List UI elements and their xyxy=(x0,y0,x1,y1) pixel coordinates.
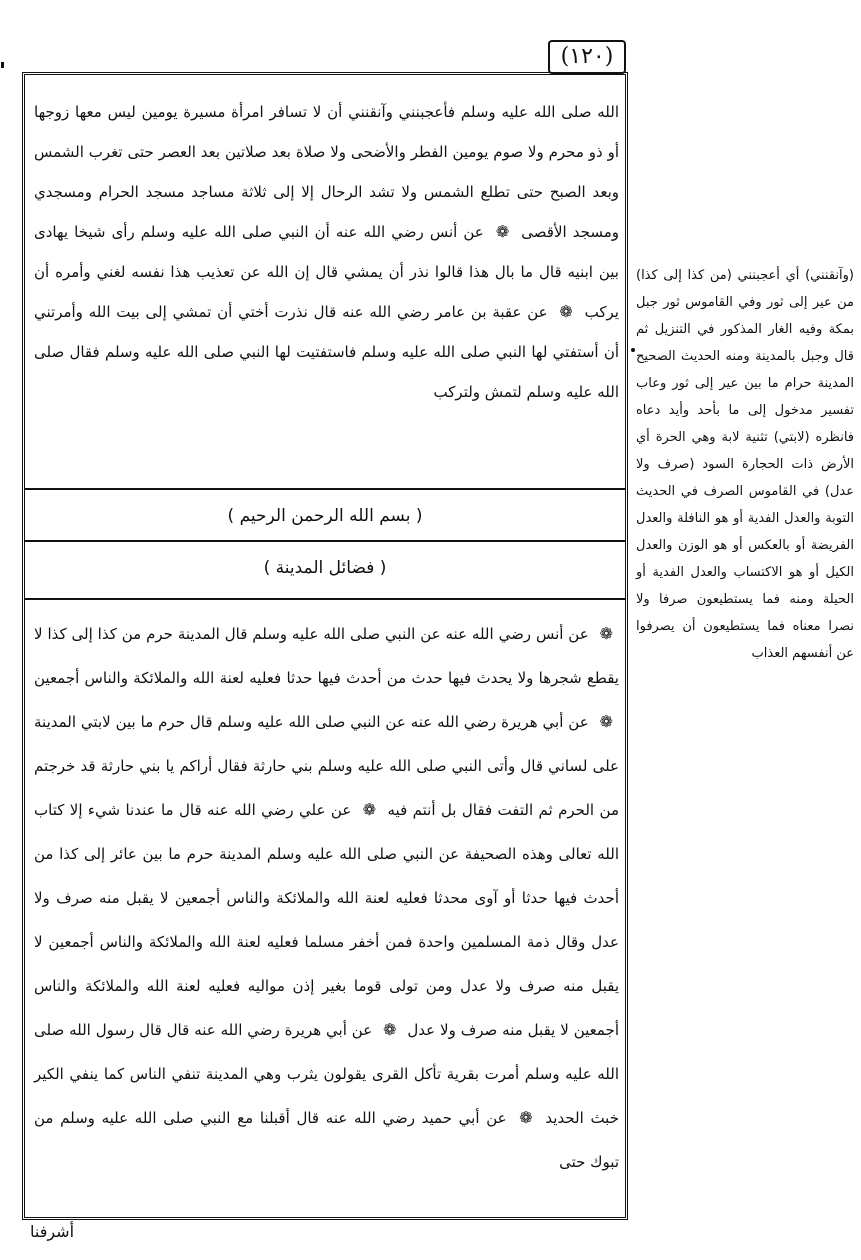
page-number: (١٢٠) xyxy=(548,40,626,74)
basmala-text: ( بسم الله الرحمن الرحيم ) xyxy=(227,506,423,526)
hadith-text: عن عقبة بن عامر رضي الله عنه قال نذرت أختي أن تمشي إلى بيت الله وأمرتني أن أستفتي لها النبي صلى الله عليه وسلم فاستفتيت لها النبي صلى الله عليه وسلم فقال صلى الله عليه وسلم لتمش ولتركب xyxy=(34,303,619,401)
chapter-title: ( فضائل المدينة ) xyxy=(263,558,387,578)
hadith-paragraph xyxy=(34,612,619,1184)
margin-commentary: (وآنقنني) أي أعجبنني (من كذا إلى كذا) من عير إلى ثور وفي القاموس ثور جبل بمكة وفيه الغار المذكور في التنزيل ثم قال وجبل بالمدينة ومنه الحديث الصحيح المدينة حرام ما بين عير إلى ثور وعاب تفسير مدخول إلى ما بأحد وأيد دعاه فانظره (لابتي) تثنية لابة وهي الحرة أي الأرض ذات الحجارة السود (صرف ولا عدل) في القاموس الصرف في الحديث التوبة والعدل الفدية أو هو النافلة والعدل الفريضة أو بالعكس أو هو الوزن والعدل الكيل أو هو الاكتساب والعدل الفدية أو الحيلة ومنه فما يستطيعون صرفا ولا نصرا معناه فما يستطيعون أن يصرفوا عن أنفسهم العذاب xyxy=(636,268,854,661)
hadith-text: عن أبي هريرة رضي الله عنه قال قال رسول الله صلى الله عليه وسلم أمرت بقرية تأكل القرى يقولون يثرب وهي المدينة تنفي الناس كما ينفي الكير خبث الحديد xyxy=(34,1021,619,1127)
basmala-heading xyxy=(24,506,626,526)
hadith-text: عن علي رضي الله عنه قال ما عندنا شيء إلا كتاب الله تعالى وهذه الصحيفة عن النبي صلى الله عليه وسلم المدينة حرم ما بين عائر إلى كذا من أحدث فيها حدثا أو آوى محدثا فعليه لعنة الله والملائكة والناس أجمعين لا يقبل منه صرف ولا عدل وقال ذمة المسلمين واحدة فمن أخفر مسلما فعليه لعنة الله والملائكة والناس أجمعين لا يقبل منه صرف ولا عدل ومن تولى قوما بغير إذن مواليه فعليه لعنة الله والملائكة والناس أجمعين لا يقبل منه صرف ولا عدل xyxy=(34,801,619,1039)
flower-separator-icon: ❁ xyxy=(519,1108,533,1127)
chapter-text-block xyxy=(34,612,619,1184)
hadith-text: عن أبي حميد رضي الله عنه قال أقبلنا مع النبي صلى الله عليه وسلم من تبوك حتى xyxy=(34,1109,619,1171)
hadith-paragraph xyxy=(34,92,619,412)
edge-mark xyxy=(1,62,4,68)
flower-separator-icon: ❁ xyxy=(383,1020,397,1039)
main-text-block xyxy=(34,92,619,412)
flower-separator-icon: ❁ xyxy=(599,624,613,643)
divider-line xyxy=(24,598,626,600)
hadith-text: عن أبي هريرة رضي الله عنه عن النبي صلى الله عليه وسلم قال حرم ما بين لابتي المدينة على لساني قال وأتى النبي صلى الله عليه وسلم بني حارثة فقال أراكم يا بني حارثة قد خرجتم من الحرم ثم التفت فقال بل أنتم فيه xyxy=(34,713,619,819)
edge-dot xyxy=(631,348,635,352)
flower-separator-icon: ❁ xyxy=(362,800,377,819)
flower-separator-icon: ❁ xyxy=(495,222,510,241)
chapter-heading xyxy=(24,558,626,578)
hadith-text: عن أنس رضي الله عنه عن النبي صلى الله عليه وسلم قال المدينة حرم من كذا إلى كذا لا يقطع شجرها ولا يحدث فيها حدث من أحدث فيها حدثا فعليه لعنة الله والملائكة والناس أجمعين xyxy=(34,625,619,687)
catchword: أشرفنا xyxy=(30,1222,75,1241)
hadith-text: الله صلى الله عليه وسلم فأعجبنني وآنقنني أن لا تسافر امرأة مسيرة يومين ليس معها زوجها أو ذو محرم ولا صوم يومين الفطر والأضحى ولا صلاة بعد صلاتين بعد العصر حتى تغرب الشمس وبعد الصبح حتى تطلع الشمس ولا تشد الرحال إلا إلى ثلاثة مساجد مسجد الحرام ومسجدي ومسجد الأقصى xyxy=(34,103,619,241)
flower-separator-icon: ❁ xyxy=(599,712,613,731)
flower-separator-icon: ❁ xyxy=(559,302,573,321)
divider-line xyxy=(24,488,626,490)
divider-line xyxy=(24,540,626,542)
hadith-text: عن أنس رضي الله عنه أن النبي صلى الله عليه وسلم رأى شيخا يهادى بين ابنيه قال ما بال هذا قالوا نذر أن يمشي قال إن الله عن تعذيب هذا نفسه لغني وأمره أن يركب xyxy=(34,223,619,321)
